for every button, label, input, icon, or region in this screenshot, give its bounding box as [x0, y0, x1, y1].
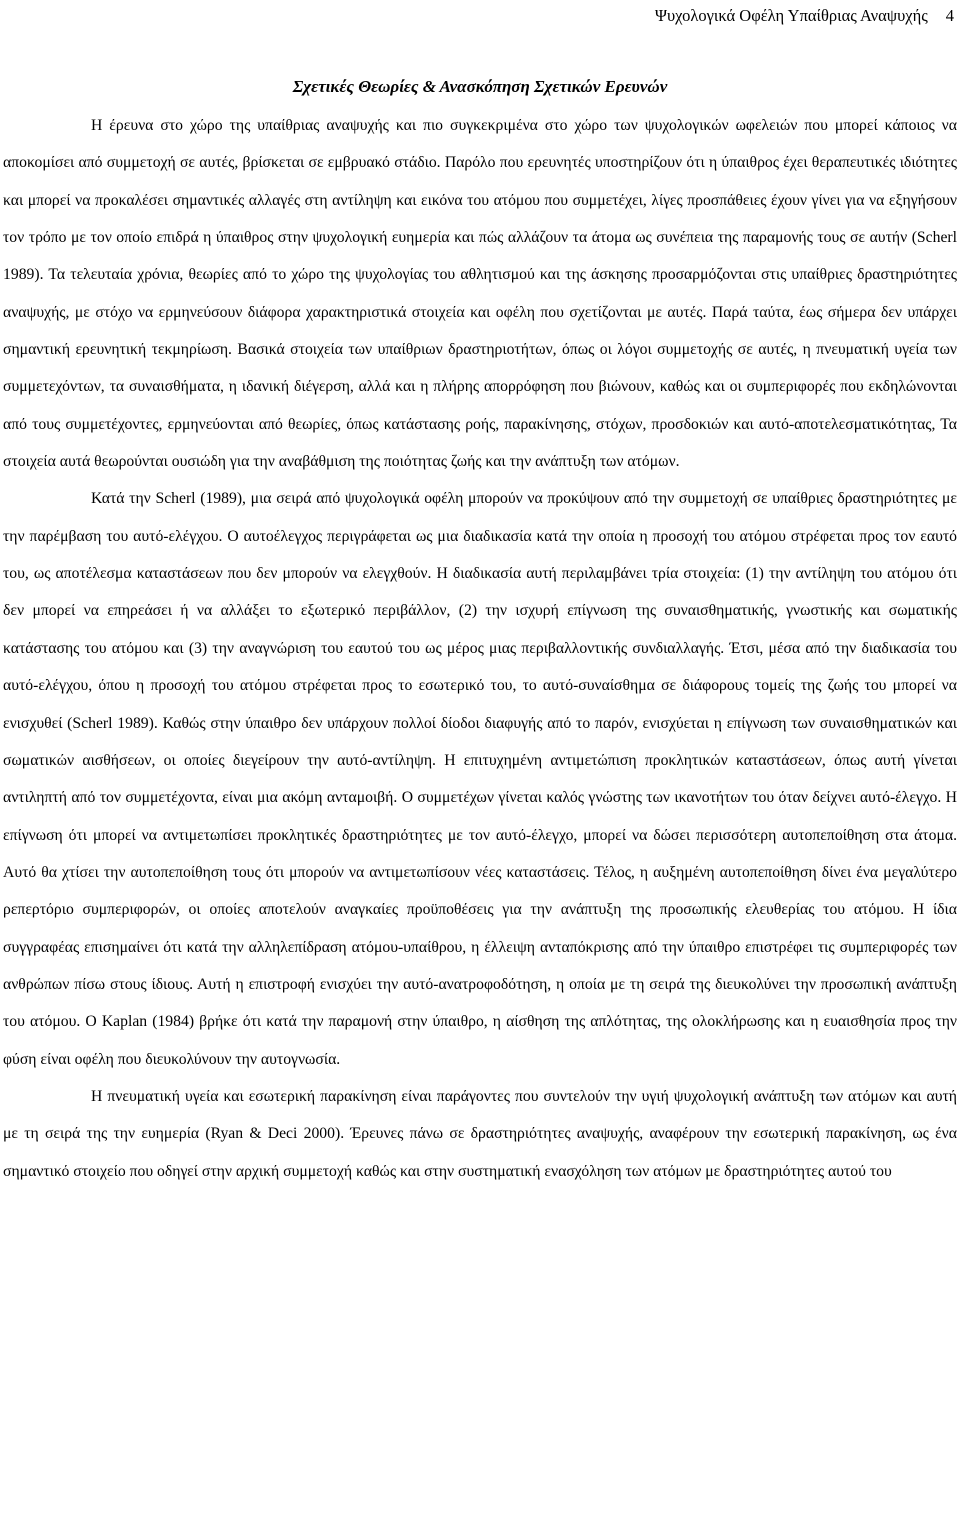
page-number: 4	[945, 6, 954, 25]
paragraph-2: Κατά την Scherl (1989), μια σειρά από ψυχολογικά οφέλη μπορούν να προκύψουν από την συμμετοχή σε υπαίθριες δραστηριότητες με την παρέμβαση του αυτό-ελέγχου. Ο αυτοέλεγχος περιγράφεται ως μια διαδικασία κατά την οποία η προσοχή του ατόμου στρέφεται προς τον εαυτό του, ως αποτέλεσμα καταστάσεων που δεν μπορούν να ελεγχθούν. Η διαδικασία αυτή περιλαμβάνει τρία στοιχεία: (1) την αντίληψη του ατόμου ότι δεν μπορεί να επηρεάσει ή να αλλάξει το εξωτερικό περιβάλλον, (2) την ισχυρή επίγνωση της συναισθηματικής, γνωστικής και σωματικής κατάστασης του ατόμου και (3) την αναγνώριση του εαυτού του ως μέρος μιας περιβαλλοντικής συνδιαλλαγής. Έτσι, μέσα από την διαδικασία του αυτό-ελέγχου, όπου η προσοχή του ατόμου στρέφεται προς το εσωτερικό του, το αυτό-συναίσθημα σε διάφορους τομείς της ζωής του μπορεί να ενισχυθεί (Scherl 1989). Καθώς στην ύπαιθρο δεν υπάρχουν πολλοί δίοδοι διαφυγής από το παρόν, ενισχύεται η επίγνωση των συναισθηματικών και σωματικών αισθήσεων, οι οποίες διεγείρουν την αυτό-αντίληψη. Η επιτυχημένη αντιμετώπιση προκλητικών καταστάσεων, όπως αυτή γίνεται αντιληπτή από τον συμμετέχοντα, είναι μια ακόμη ανταμοιβή. Ο συμμετέχων γίνεται καλός γνώστης των ικανοτήτων του όταν δείχνει αυτό-έλεγχο. Η επίγνωση ότι μπορεί να αντιμετωπίσει προκλητικές δραστηριότητες με τον αυτό-έλεγχο, μπορεί να δώσει περισσότερη αυτοπεποίθηση στα άτομα. Αυτό θα χτίσει την αυτοπεποίθηση τους ότι μπορούν να αντιμετωπίσουν νέες καταστάσεις. Τέλος, η αυξημένη αυτοπεποίθηση δίνει ένα μεγαλύτερο ρεπερτόριο συμπεριφορών, οι οποίες αποτελούν αναγκαίες προϋποθέσεις για την ανάπτυξη της προσωπικής ελευθερίας του ατόμου. Η ίδια συγγραφέας επισημαίνει ότι κατά την αλληλεπίδραση ατόμου-υπαίθρου, η έλλειψη ανταπόκρισης από την ύπαιθρο επιστρέφει τις συμπεριφορές των ανθρώπων πίσω στους ίδιους. Αυτή η επιστροφή ενισχύει την αυτό-ανατροφοδότηση, η οποία με τη σειρά της διευκολύνει την προσωπική ανάπτυξη του ατόμου. Ο Kaplan (1984) βρήκε ότι κατά την παραμονή στην ύπαιθρο, η αίσθηση της απλότητας, της ολοκλήρωσης και η ευαισθησία προς την φύση είναι οφέλη που διευκολύνουν την αυτογνωσία.	[3, 490, 957, 1068]
paragraph-1: Η έρευνα στο χώρο της υπαίθριας αναψυχής και πιο συγκεκριμένα στο χώρο των ψυχολογικών ωφελειών που μπορεί κάποιος να αποκομίσει από συμμετοχή σε αυτές, βρίσκεται σε εμβρυακό στάδιο. Παρόλο που ερευνητές υποστηρίζουν ότι η ύπαιθρος έχει θεραπευτικές ιδιότητες και μπορεί να προκαλέσει σημαντικές αλλαγές στη αντίληψη και εικόνα του ατόμου που συμμετέχει, λίγες προσπάθειες έχουν γίνει για να εξηγήσουν τον τρόπο με τον οποίο επιδρά η ύπαιθρος στην ψυχολογική ευημερία και πώς αλλάζουν τα άτομα ως συνέπεια της παραμονής τους σε αυτήν (Scherl 1989). Τα τελευταία χρόνια, θεωρίες από το χώρο της ψυχολογίας του αθλητισμού και της άσκησης προσαρμόζονται στις υπαίθριες δραστηριότητες αναψυχής, με στόχο να ερμηνεύσουν διάφορα χαρακτηριστικά στοιχεία και οφέλη που σχετίζονται με αυτές. Παρά ταύτα, έως σήμερα δεν υπάρχει σημαντική ερευνητική τεκμηρίωση. Βασικά στοιχεία των υπαίθριων δραστηριοτήτων, όπως οι λόγοι συμμετοχής σε αυτές, η πνευματική υγεία των συμμετεχόντων, τα συναισθήματα, η ιδανική διέγερση, αλλά και η πλήρης απορρόφηση που βιώνουν, καθώς και οι συμπεριφορές που εκδηλώνονται από τους συμμετέχοντες, ερμηνεύονται από θεωρίες, όπως κατάστασης ροής, παρακίνησης, στόχων, προσδοκιών και αυτό-αποτελεσματικότητας, Τα στοιχεία αυτά θεωρούνται ουσιώδη για την αναβάθμιση της ποιότητας ζωής και την ανάπτυξη των ατόμων.	[3, 117, 957, 471]
running-title: Ψυχολογικά Οφέλη Υπαίθριας Αναψυχής	[654, 6, 928, 25]
paragraph-3: Η πνευματική υγεία και εσωτερική παρακίνηση είναι παράγοντες που συντελούν την υγιή ψυχολογική ανάπτυξη των ατόμων και αυτή με τη σειρά της την ευημερία (Ryan & Deci 2000). Έρευνες πάνω σε δραστηριότητες αναψυχής, αναφέρουν την εσωτερική παρακίνηση, ως ένα σημαντικό στοιχείο που οδηγεί στην αρχική συμμετοχή καθώς και στην συστηματική ενασχόληση των ατόμων με δραστηριότητες αυτού του	[3, 1087, 957, 1180]
section-title: Σχετικές Θεωρίες & Ανασκόπηση Σχετικών Ερευνών	[292, 77, 668, 96]
running-header	[655, 6, 954, 26]
body-text	[3, 107, 957, 1190]
